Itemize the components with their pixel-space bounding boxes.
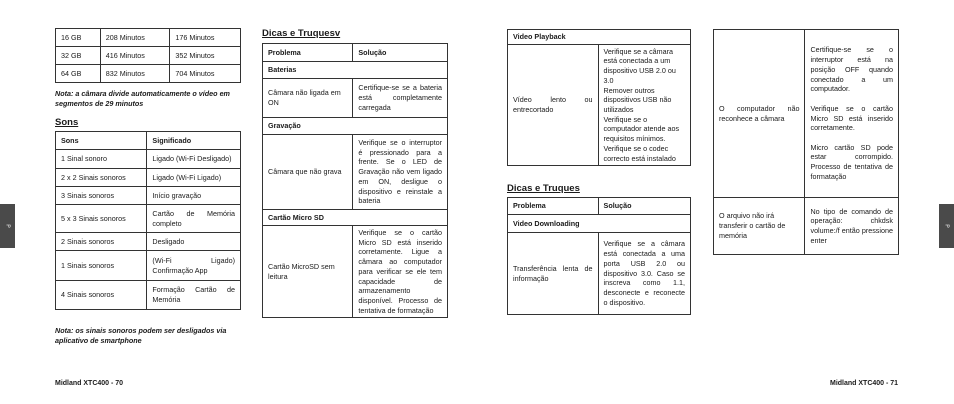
- table-cell: Verifique se o cartão Micro SD está inserido corretamente. Ligue a câmara ao computador para verificar se ele tem capacidade de armazenamento disponível. Processo de tentativa de formatação: [353, 226, 448, 318]
- table-cell: Desligado: [147, 233, 241, 251]
- table-cell: 2 Sinais sonoros: [56, 233, 147, 251]
- table-cell: 4 Sinais sonoros: [56, 281, 147, 310]
- table-cell: O arquivo não irá transferir o cartão de memória: [714, 198, 805, 255]
- tips-table-left: [262, 43, 448, 318]
- table-cell: 176 Minutos: [170, 29, 241, 47]
- section-row: [263, 118, 448, 135]
- column-header: Solução: [353, 44, 448, 62]
- table-cell: Câmara não ligada em ON: [263, 79, 353, 118]
- table-cell: No tipo de comando de operação: chkdsk volume:/f então pressione enter: [805, 198, 899, 255]
- page-number-right: Midland XTC400 - 71: [830, 380, 899, 387]
- table-row: [56, 251, 241, 281]
- table-row: [56, 233, 241, 251]
- table-cell: Câmara que não grava: [263, 135, 353, 210]
- section-row: [508, 215, 691, 233]
- section-title: Baterias: [263, 62, 448, 79]
- table-cell: 352 Minutos: [170, 47, 241, 65]
- table-row: [56, 205, 241, 233]
- computer-table: [713, 29, 899, 255]
- table-cell: Transferência lenta de informação: [508, 233, 599, 315]
- download-table: [507, 197, 691, 315]
- table-cell: Verifique se a câmara está conectada a uma porta USB 2.0 ou dispositivo 3.0. Caso se inscreva como 1.1, desconecte e reconecte o dispositivo.: [598, 233, 690, 315]
- table-cell: Vídeo lento ou entrecortado: [508, 44, 599, 166]
- table-row: [263, 226, 448, 318]
- table-cell: Formação Cartão de Memória: [147, 281, 241, 310]
- section-title: Cartão Micro SD: [263, 210, 448, 226]
- table-row: [56, 169, 241, 187]
- table-header-row: [56, 132, 241, 150]
- table-cell: 416 Minutos: [100, 47, 170, 65]
- section-row: [263, 210, 448, 226]
- sons-note: Nota: os sinais sonoros podem ser desligados via aplicativo de smartphone: [55, 326, 227, 346]
- page-tab-right: [939, 204, 954, 248]
- table-row: [714, 198, 899, 255]
- table-cell: 16 GB: [56, 29, 101, 47]
- capacity-table: [55, 28, 241, 83]
- table-row: [508, 44, 691, 166]
- column-header: Problema: [508, 198, 599, 215]
- section-title: Video Playback: [508, 30, 691, 45]
- section-title: Gravação: [263, 118, 448, 135]
- tips-heading-left: Dicas e Truquesv: [262, 28, 341, 39]
- page-tab-left: [0, 204, 15, 248]
- table-cell: Cartão MicroSD sem leitura: [263, 226, 353, 318]
- table-cell: Cartão de Memória completo: [147, 205, 241, 233]
- table-cell: Ligado (Wi-Fi Ligado): [147, 169, 241, 187]
- capacity-note: Nota: a câmara divide automaticamente o vídeo em segmentos de 29 minutos: [55, 89, 230, 109]
- page-number-left: Midland XTC400 - 70: [55, 380, 124, 387]
- tips-heading-right: Dicas e Truques: [507, 183, 580, 194]
- table-cell: Certifique-se se a bateria está completamente carregada: [353, 79, 448, 118]
- table-cell: Verifique se a câmara está conectada a um dispositivo USB 2.0 ou 3.0 Remover outros dispositivos USB não utilizados Verifique se o computador atende aos requisitos mínimos. Verifique se o codec correcto está instalado: [598, 44, 690, 166]
- sons-table: [55, 131, 241, 310]
- table-row: [56, 65, 241, 83]
- table-header-row: [263, 44, 448, 62]
- table-cell: 832 Minutos: [100, 65, 170, 83]
- table-cell: (Wi-Fi Ligado) Confirmação App: [147, 251, 241, 281]
- table-cell: 704 Minutos: [170, 65, 241, 83]
- table-row: [56, 29, 241, 47]
- table-cell: 3 Sinais sonoros: [56, 187, 147, 205]
- table-row: [714, 30, 899, 198]
- table-row: [263, 135, 448, 210]
- table-cell: 1 Sinal sonoro: [56, 150, 147, 169]
- section-row: [508, 30, 691, 45]
- table-row: [56, 281, 241, 310]
- column-header: Significado: [147, 132, 241, 150]
- table-cell: Certifique-se se o interruptor está na posição OFF quando conectado a um computador. Verifique se o cartão Micro SD está inserido corretamente. Micro cartão SD pode estar corrompido. Processo de tentativa de formatação: [805, 30, 899, 198]
- table-header-row: [508, 198, 691, 215]
- section-title: Video Downloading: [508, 215, 691, 233]
- playback-table: [507, 29, 691, 166]
- sons-heading: Sons: [55, 117, 79, 128]
- table-cell: 2 x 2 Sinais sonoros: [56, 169, 147, 187]
- table-row: [508, 233, 691, 315]
- table-row: [56, 150, 241, 169]
- column-header: Solução: [598, 198, 690, 215]
- table-cell: 64 GB: [56, 65, 101, 83]
- table-cell: 32 GB: [56, 47, 101, 65]
- page-tab-right-label: P: [943, 224, 950, 228]
- table-cell: 208 Minutos: [100, 29, 170, 47]
- page-divider: [477, 0, 478, 404]
- table-cell: Ligado (Wi-Fi Desligado): [147, 150, 241, 169]
- page-tab-left-label: P: [4, 224, 11, 228]
- column-header: Problema: [263, 44, 353, 62]
- table-row: [263, 79, 448, 118]
- column-header: Sons: [56, 132, 147, 150]
- table-row: [56, 47, 241, 65]
- section-row: [263, 62, 448, 79]
- table-cell: Verifique se o interruptor é pressionado para a frente. Se o LED de Gravação não vem ligado em ON, desligue o dispositivo e reinstale a bateria: [353, 135, 448, 210]
- table-cell: Início gravação: [147, 187, 241, 205]
- table-row: [56, 187, 241, 205]
- table-cell: 1 Sinais sonoros: [56, 251, 147, 281]
- table-cell: 5 x 3 Sinais sonoros: [56, 205, 147, 233]
- table-cell: O computador não reconhece a câmara: [714, 30, 805, 198]
